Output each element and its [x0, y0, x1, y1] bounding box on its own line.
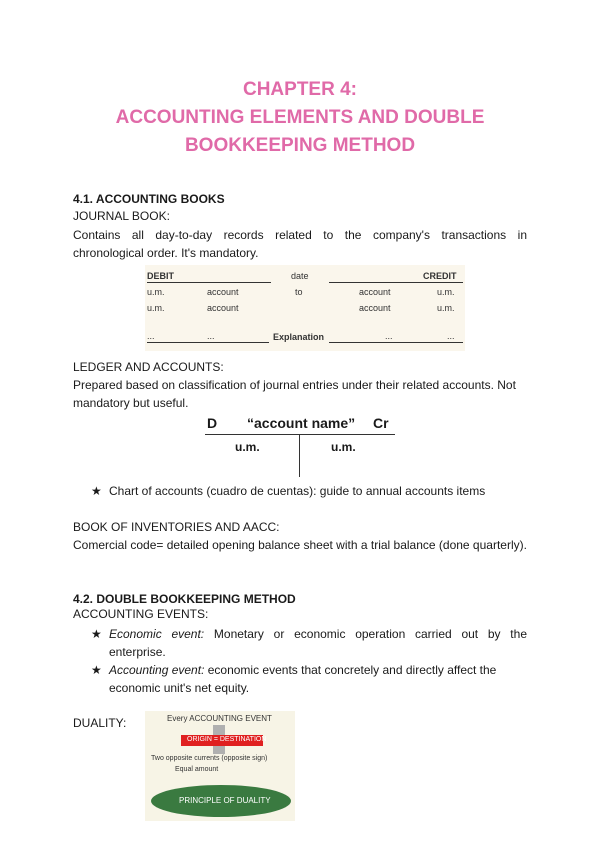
- account-cell: account: [207, 287, 239, 297]
- accounting-event-term: Accounting event:: [109, 663, 205, 677]
- um-cell: u.m.: [147, 303, 165, 313]
- credit-label: CREDIT: [423, 271, 457, 281]
- arrow-down-icon: [213, 725, 225, 735]
- economic-event-term: Economic event:: [109, 627, 205, 641]
- journal-book-title: JOURNAL BOOK:: [73, 209, 170, 223]
- t-account-debit-um: u.m.: [235, 440, 260, 454]
- inventories-title: BOOK OF INVENTORIES AND AACC:: [73, 520, 280, 534]
- t-account-vertical-rule: [299, 434, 300, 477]
- accounting-events-title: ACCOUNTING EVENTS:: [73, 607, 209, 621]
- chart-of-accounts-bullet: Chart of accounts (cuadro de cuentas): guide to annual accounts items: [109, 484, 486, 498]
- origin-destination-box: [181, 735, 267, 746]
- explanation-label: Explanation: [273, 332, 325, 342]
- section-heading-4-1: 4.1. ACCOUNTING BOOKS: [73, 192, 225, 206]
- principle-of-duality-text: PRINCIPLE OF DUALITY: [179, 796, 271, 805]
- star-bullet-icon: ★: [91, 484, 102, 498]
- um-cell: u.m.: [437, 287, 455, 297]
- section-heading-4-2: 4.2. DOUBLE BOOKKEEPING METHOD: [73, 592, 296, 606]
- diagram-opposite-currents-text: Two opposite currents (opposite sign): [151, 755, 268, 762]
- economic-event-bullet: [109, 625, 527, 661]
- t-account-name: “account name”: [247, 415, 356, 431]
- explanation-rule-left: [147, 342, 269, 343]
- principle-of-duality-oval: [151, 785, 291, 817]
- duality-diagram: [145, 711, 295, 821]
- t-account-credit-um: u.m.: [331, 440, 356, 454]
- t-account-horizontal-rule: [205, 434, 395, 435]
- date-label: date: [291, 271, 309, 281]
- dots-cell: ...: [447, 331, 455, 341]
- star-bullet-icon: ★: [91, 627, 102, 641]
- account-cell: account: [207, 303, 239, 313]
- ledger-title: LEDGER AND ACCOUNTS:: [73, 360, 224, 374]
- arrow-down-icon: [213, 746, 225, 754]
- account-cell: account: [359, 303, 391, 313]
- t-account-figure: [205, 415, 395, 477]
- credit-rule: [329, 282, 463, 283]
- chapter-title-line1: ACCOUNTING ELEMENTS AND DOUBLE: [115, 107, 485, 128]
- chapter-number: CHAPTER 4:: [242, 79, 357, 100]
- um-cell: u.m.: [437, 303, 455, 313]
- dots-cell: ...: [385, 331, 393, 341]
- journal-entry-figure: [145, 265, 465, 351]
- dots-cell: ...: [147, 331, 155, 341]
- account-cell: account: [359, 287, 391, 297]
- t-account-debit-label: D: [207, 415, 218, 431]
- debit-label: DEBIT: [147, 271, 174, 281]
- t-account-credit-label: Cr: [373, 415, 389, 431]
- um-cell: u.m.: [147, 287, 165, 297]
- dots-cell: ...: [207, 331, 215, 341]
- diagram-top-text: Every ACCOUNTING EVENT: [167, 714, 272, 723]
- chapter-title-line2: BOOKKEEPING METHOD: [184, 135, 416, 156]
- accounting-event-bullet: [109, 661, 527, 697]
- explanation-rule-right: [329, 342, 463, 343]
- to-cell: to: [295, 287, 303, 297]
- diagram-equal-amount-text: Equal amount: [175, 766, 219, 773]
- duality-label: DUALITY:: [73, 716, 127, 730]
- origin-destination-text: ORIGIN = DESTINATION: [187, 736, 267, 743]
- debit-rule: [147, 282, 271, 283]
- economic-event-description: Monetary or economic operation carried out by the enterprise.: [109, 627, 527, 659]
- star-bullet-icon: ★: [91, 663, 102, 677]
- inventories-description: Comercial code= detailed opening balance sheet with a trial balance (done quarterly).: [73, 538, 527, 552]
- journal-book-description: Contains all day-to-day records related to the company's transactions in chronological order. It's mandatory.: [73, 228, 527, 260]
- accounting-event-description: economic events that concretely and directly affect the economic unit's net equity.: [109, 663, 497, 695]
- ledger-description: Prepared based on classification of journal entries under their related accounts. Not mandatory but useful.: [73, 378, 516, 410]
